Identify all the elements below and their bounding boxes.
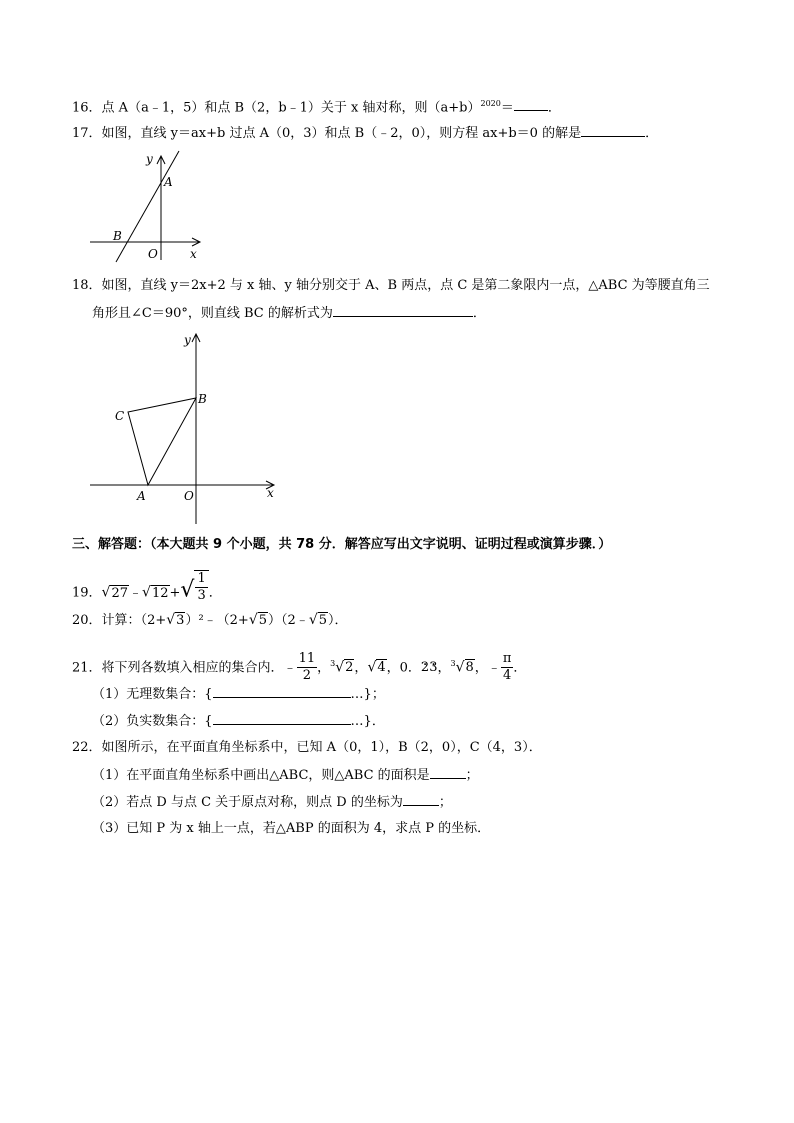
label-B: B xyxy=(113,229,122,243)
fraction-11-over-2: $\frac{11}{2}$ xyxy=(298,651,316,684)
question-18-line-2: 角形且∠C＝90°，则直线 BC 的解析式为 ． xyxy=(92,303,486,324)
repeating-digit-2: · 2 xyxy=(421,660,429,675)
figure-17 xyxy=(86,148,206,263)
label-O: O xyxy=(184,489,194,503)
answer-blank-16[interactable] xyxy=(514,97,548,111)
repeating-digit-3: · 3 xyxy=(429,660,437,675)
question-19: 19．√27﹣√12+√ $\frac{1}{3}$ ． xyxy=(72,571,222,603)
label-x: x xyxy=(190,247,197,261)
answer-blank-17[interactable] xyxy=(581,123,645,137)
answer-blank-18[interactable] xyxy=(333,303,473,317)
question-22: 22．如图所示，在平面直角坐标系中，已知 A（0，1），B（2，0），C（4，3）． xyxy=(72,740,542,755)
question-20: 20．计算：（2+√3）²﹣（2+√5）（2﹣√5）． xyxy=(72,612,348,628)
question-21-part-2: （2）负实数集合：{ …}． xyxy=(92,711,385,732)
label-y: y xyxy=(146,152,153,166)
question-21-part-1: （1）无理数集合：{ …}； xyxy=(92,684,385,705)
label-C: C xyxy=(115,409,125,423)
question-16: 16．点 A（a﹣1，5）和点 B（2，b﹣1）关于 x 轴对称，则$(a+b)^{2020}=$ ． xyxy=(72,99,561,116)
question-22-part-2: （2）若点 D 与点 C 关于原点对称，则点 D 的坐标为 ； xyxy=(92,792,452,813)
question-17: 17．如图，直线 y＝ax+b 过点 A（0，3）和点 B（﹣2，0），则方程 ax+b＝0 的解是 ． xyxy=(72,123,658,144)
answer-blank-22-2[interactable] xyxy=(403,792,439,806)
label-A: A xyxy=(164,175,173,189)
question-22-part-1: （1）在平面直角坐标系中画出△ABC，则△ABC 的面积是 ； xyxy=(92,765,479,786)
figure-18 xyxy=(86,330,286,526)
fraction-pi-over-4: $\frac{\pi}{4}$ xyxy=(502,651,512,684)
question-22-part-3: （3）已知 P 为 x 轴上一点，若△ABP 的面积为 4，求点 P 的坐标． xyxy=(92,821,491,836)
answer-blank-21-1[interactable] xyxy=(213,684,351,698)
label-O: O xyxy=(148,247,158,261)
answer-blank-21-2[interactable] xyxy=(213,711,351,725)
triangle-ABC xyxy=(128,398,196,485)
label-B: B xyxy=(198,392,207,406)
label-x: x xyxy=(267,486,274,500)
line-ax-plus-b xyxy=(116,151,179,262)
section-3-heading: 三、解答题：（本大题共 9 个小题，共 78 分．解答应写出文字说明、证明过程或演算步骤．） xyxy=(72,537,612,552)
label-A: A xyxy=(137,489,146,503)
fraction-1-over-3: $\frac{1}{3}$ xyxy=(194,570,208,604)
question-21: 21．将下列各数填入相应的集合内．﹣ $\frac{11}{2}$ ，$^3$√2，√4，0．· 2· 3，$^3$√8，﹣ $\frac{\pi}{4}$ ． xyxy=(72,648,526,684)
question-18-line-1: 18．如图，直线 y＝2x+2 与 x 轴、y 轴分别交于 A、B 两点，点 C 是第二象限内一点，△ABC 为等腰直角三 xyxy=(72,278,710,293)
answer-blank-22-1[interactable] xyxy=(430,765,466,779)
label-y: y xyxy=(184,333,191,347)
